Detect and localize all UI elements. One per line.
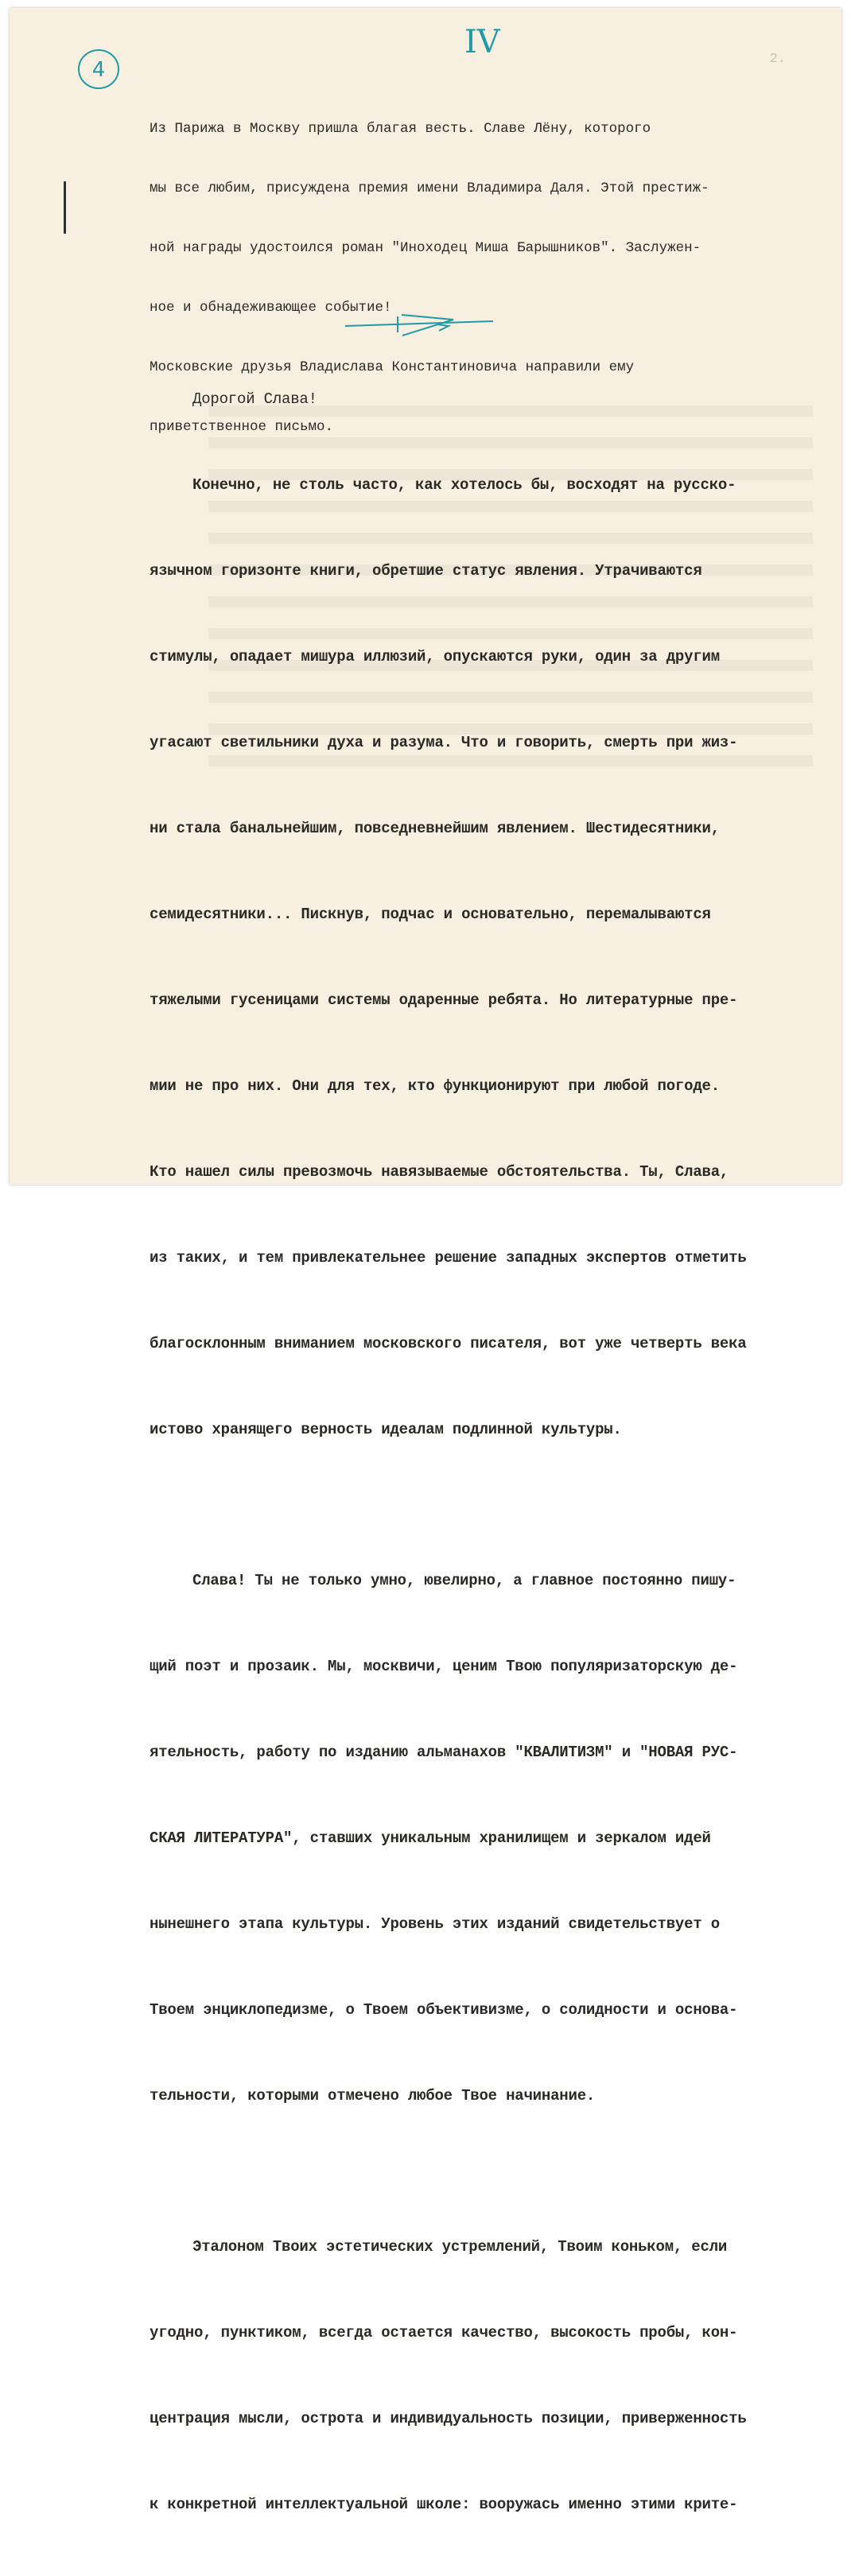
body-line: тяжелыми гусеницами системы одаренные ребята. Но литературные пре- — [150, 991, 738, 1009]
intro-line: ное и обнадеживающее событие! — [150, 300, 392, 316]
body-line: Кто нашел силы превозмочь навязываемые обстоятельства. Ты, Слава, — [150, 1163, 729, 1181]
body-line: ни стала банальнейшим, повседневнейшим явлением. Шестидесятники, — [150, 820, 720, 837]
svg-text:4: 4 — [91, 58, 106, 82]
body-line: щий поэт и прозаик. Мы, москвичи, ценим Твою популяризаторскую де- — [150, 1658, 738, 1675]
body-line: СКАЯ ЛИТЕРАТУРА", ставших уникальным хранилищем и зеркалом идей — [150, 1829, 711, 1847]
body-line: язычном горизонте книги, обретшие статус явления. Утрачиваются — [150, 562, 702, 580]
body-line: к конкретной интеллектуальной школе: вооружась именно этими крите- — [150, 2496, 738, 2513]
intro-line: мы все любим, присуждена премия имени Владимира Даля. Этой престиж- — [150, 180, 709, 196]
intro-line: ной награды удостоился роман "Иноходец Миша Барышников". Заслужен- — [150, 240, 701, 256]
body-line: тельности, которыми отмечено любое Твое начинание. — [150, 2087, 596, 2105]
roman-numeral-annotation: IV — [464, 24, 500, 60]
body-line: угасают светильники духа и разума. Что и говорить, смерть при жиз- — [150, 734, 738, 751]
body-line: благосклонным вниманием московского писателя, вот уже четверть века — [150, 1335, 747, 1352]
letter-body — [150, 328, 834, 2576]
body-line: нынешнего этапа культуры. Уровень этих изданий свидетельствует о — [150, 1915, 720, 1933]
body-line: угодно, пунктиком, всегда остается качество, высокость пробы, кон- — [150, 2324, 738, 2341]
intro-line: приветственное письмо. — [150, 419, 334, 435]
body-line: Эталоном Твоих эстетических устремлений, Твоим коньком, если — [192, 2238, 728, 2256]
body-line: из таких, и тем привлекательнее решение западных экспертов отметить — [150, 1249, 747, 1267]
greeting: Дорогой Слава! — [192, 390, 317, 408]
page-number: 2. — [769, 52, 786, 67]
body-line: стимулы, опадает мишура иллюзий, опускаются руки, один за другим — [150, 648, 720, 665]
circled-number-annotation — [76, 46, 122, 92]
body-line: мии не про них. Они для тех, кто функционируют при любой погоде. — [150, 1077, 720, 1095]
body-line: ятельность, работу по изданию альманахов "КВАЛИТИЗМ" и "НОВАЯ РУС- — [150, 1744, 738, 1761]
intro-line: Московские друзья Владислава Константиновича направили ему — [150, 359, 635, 375]
body-line: истово хранящего верность идеалам подлинной культуры. — [150, 1421, 622, 1438]
body-line: центрация мысли, острота и индивидуальность позиции, приверженность — [150, 2410, 747, 2427]
margin-bracket-mark — [64, 181, 66, 234]
intro-line: Из Парижа в Москву пришла благая весть. Славе Лёну, которого — [150, 121, 651, 137]
typed-letter-page — [10, 8, 841, 2513]
body-line: Конечно, не столь часто, как хотелось бы, восходят на русско- — [192, 476, 736, 494]
body-line: Твоем энциклопедизме, о Твоем объективизме, о солидности и основа- — [150, 2001, 738, 2019]
body-line: Слава! Ты не только умно, ювелирно, а главное постоянно пишу- — [192, 1572, 736, 1589]
body-line: семидесятники... Пискнув, подчас и основательно, перемалываются — [150, 906, 711, 923]
